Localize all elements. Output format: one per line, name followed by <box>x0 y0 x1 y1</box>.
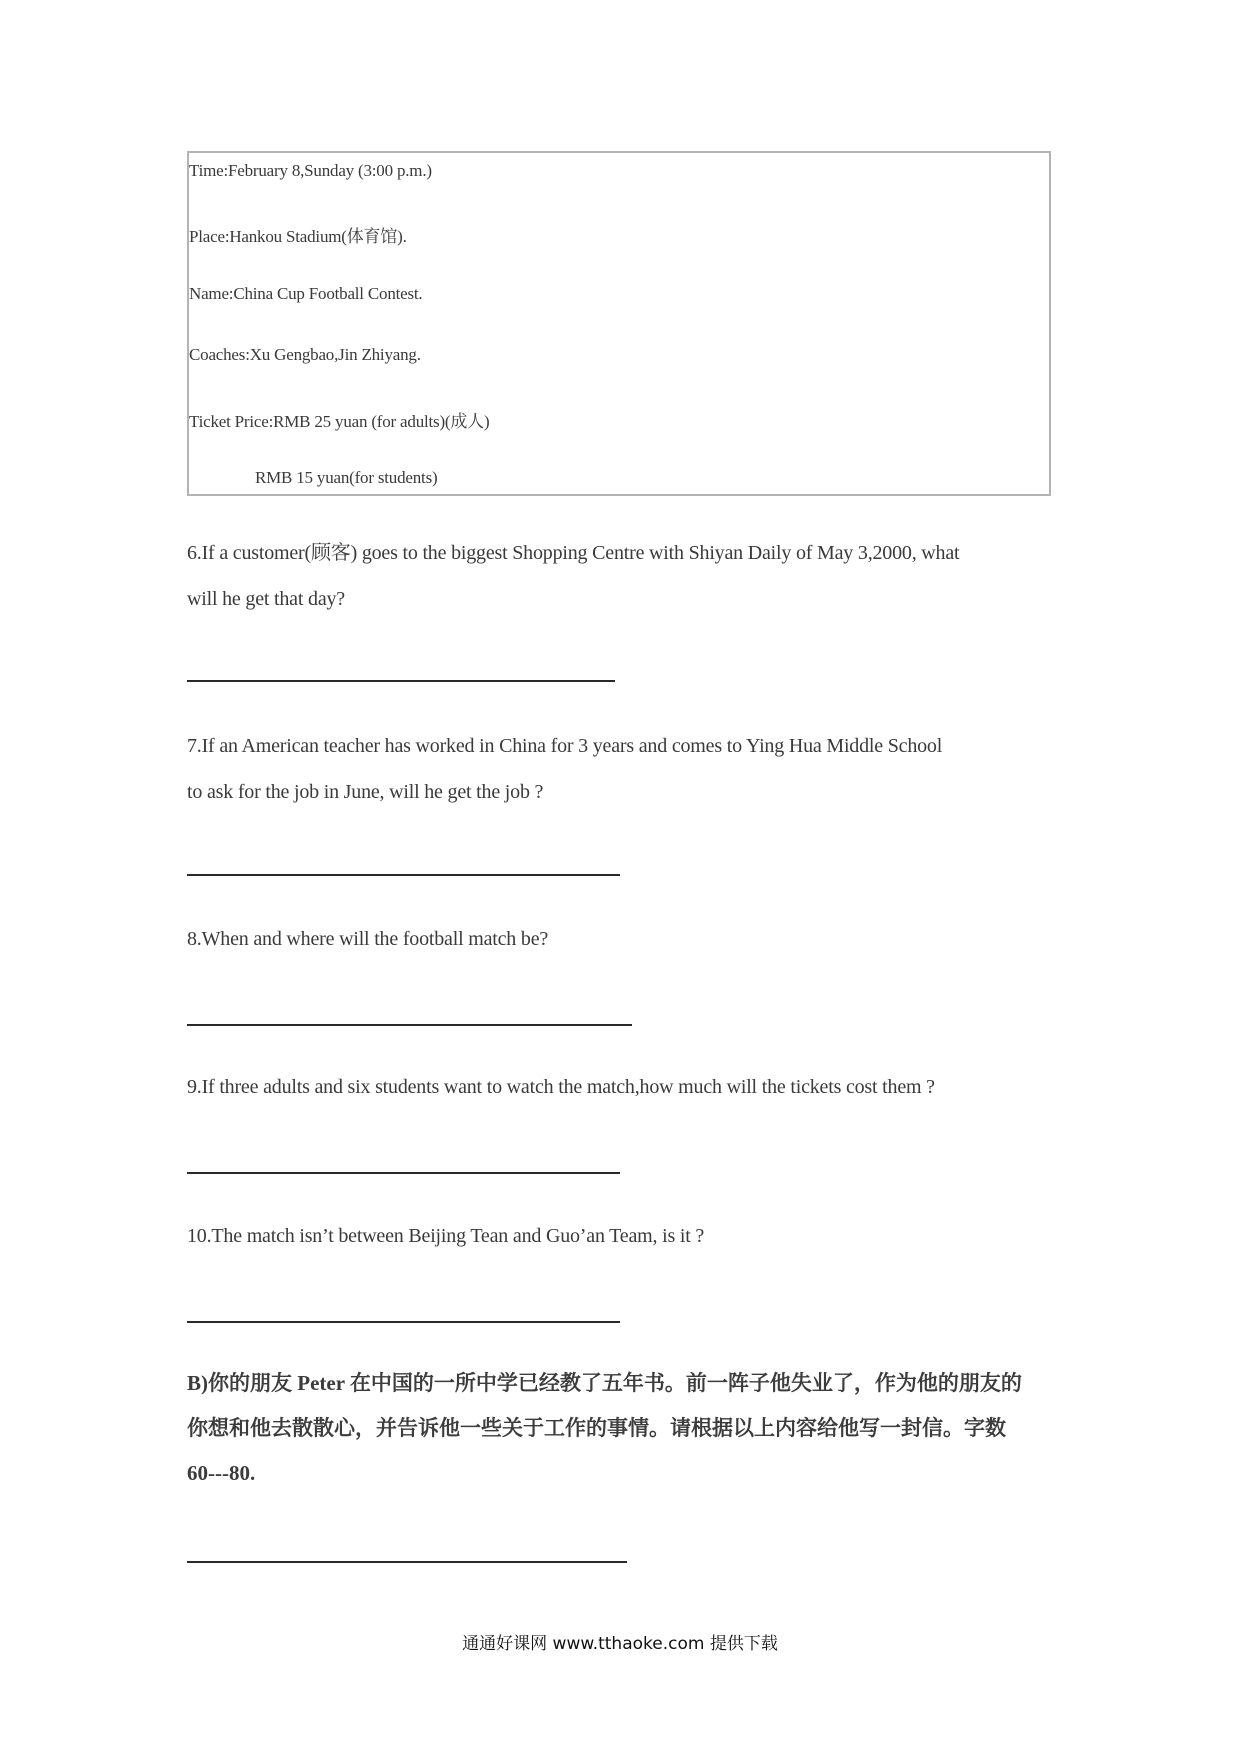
question-6 <box>187 530 959 622</box>
answer-line-10[interactable] <box>187 1321 620 1323</box>
question-10-line-1: 10.The match isn’t between Beijing Tean and Guo’an Team, is it ? <box>187 1225 705 1247</box>
question-9 <box>187 1064 935 1110</box>
writing-task-instructions <box>187 1361 1067 1496</box>
question-7 <box>187 723 942 815</box>
writing-task-line-3: 60---80. <box>187 1461 256 1485</box>
notice-place: Place:Hankou Stadium(体育馆). <box>189 227 407 246</box>
question-6-line-2: will he get that day? <box>187 588 345 610</box>
notice-coaches: Coaches:Xu Gengbao,Jin Zhiyang. <box>189 345 421 364</box>
answer-line-9[interactable] <box>187 1172 620 1174</box>
notice-time: Time:February 8,Sunday (3:00 p.m.) <box>189 161 432 180</box>
answer-line-8[interactable] <box>187 1024 632 1026</box>
question-8-line-1: 8.When and where will the football match be? <box>187 928 549 950</box>
answer-line-7[interactable] <box>187 874 620 876</box>
notice-ticket-price-students: RMB 15 yuan(for students) <box>255 468 438 487</box>
question-10 <box>187 1213 704 1259</box>
writing-task-line-1: B)你的朋友 Peter 在中国的一所中学已经教了五年书。前一阵子他失业了，作为他的朋友的 <box>187 1371 1022 1395</box>
question-6-line-1: 6.If a customer(顾客) goes to the biggest Shopping Centre with Shiyan Daily of May 3,2000, what <box>187 542 960 564</box>
notice-ticket-price-adults: Ticket Price:RMB 25 yuan (for adults)(成人) <box>189 412 490 431</box>
notice-name: Name:China Cup Football Contest. <box>189 284 423 303</box>
question-9-line-1: 9.If three adults and six students want to watch the match,how much will the tickets cost them ? <box>187 1076 935 1098</box>
answer-line-writing[interactable] <box>187 1561 627 1563</box>
question-7-line-2: to ask for the job in June, will he get the job ? <box>187 781 544 803</box>
writing-task-line-2: 你想和他去散散心，并告诉他一些关于工作的事情。请根据以上内容给他写一封信。字数 <box>187 1416 1006 1440</box>
answer-line-6[interactable] <box>187 680 615 682</box>
event-notice-box <box>187 151 1051 496</box>
question-8 <box>187 916 548 962</box>
page-footer: 通通好课网 www.tthaoke.com 提供下载 <box>462 1634 778 1654</box>
question-7-line-1: 7.If an American teacher has worked in China for 3 years and comes to Ying Hua Middle School <box>187 735 943 757</box>
